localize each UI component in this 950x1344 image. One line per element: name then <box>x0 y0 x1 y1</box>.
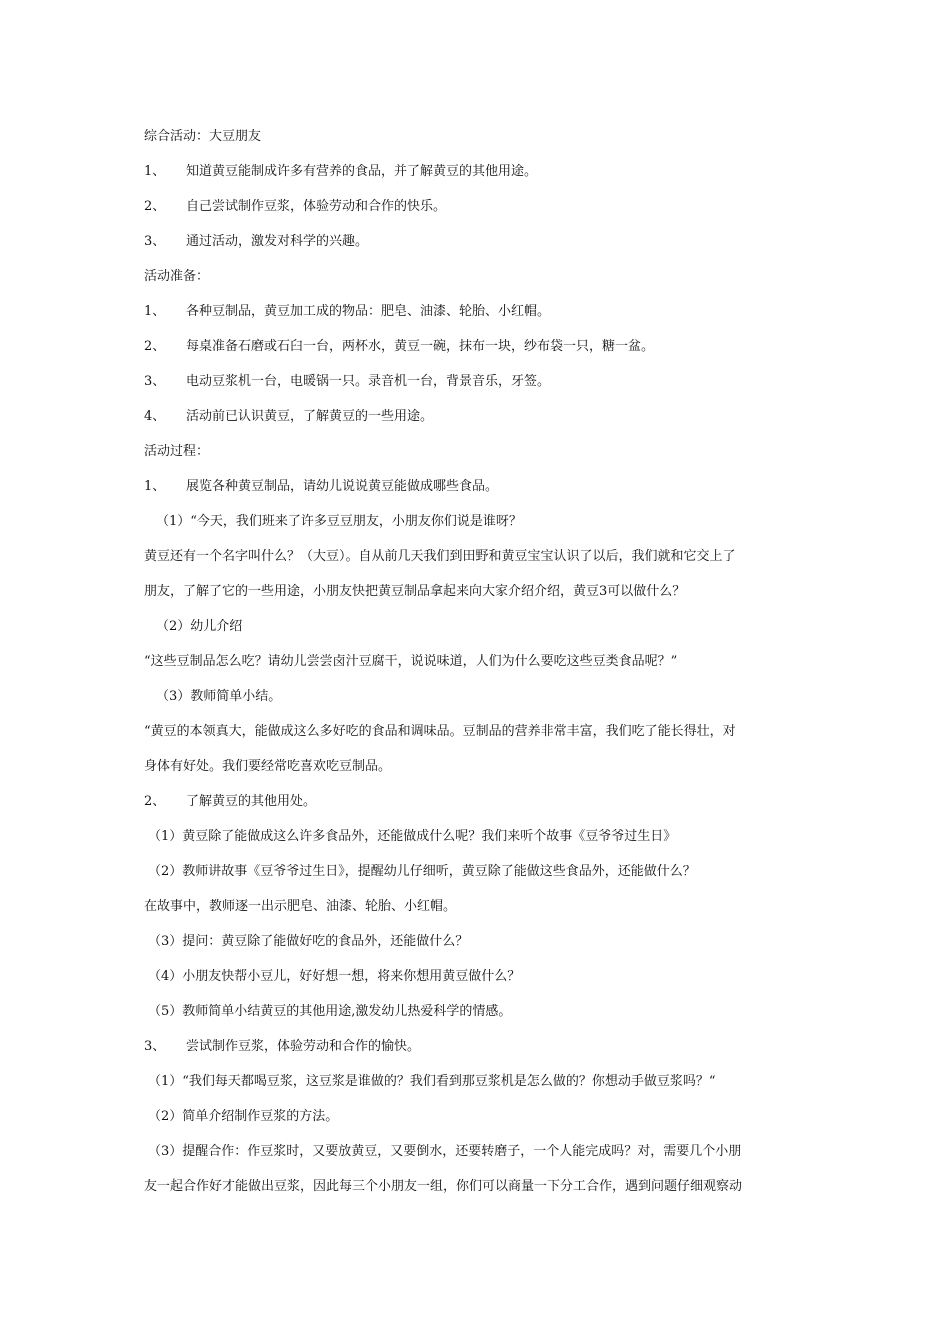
paragraph-line: （1）黄豆除了能做成这么许多食品外，还能做成什么呢？我们来听个故事《豆爷爷过生日》 <box>148 829 677 844</box>
item-number: 3、 <box>144 1039 166 1054</box>
paragraph-line: 在故事中，教师逐一出示肥皂、油漆、轮胎、小红帽。 <box>144 899 457 914</box>
goal-item <box>144 198 446 216</box>
paragraph-line: （3）提问：黄豆除了能做好吃的食品外，还能做什么？ <box>148 934 469 949</box>
item-number: 2、 <box>144 199 166 214</box>
paragraph-line: （5）教师简单小结黄豆的其他用途,激发幼儿热爱科学的情感。 <box>148 1004 512 1019</box>
paragraph-line: 黄豆还有一个名字叫什么？（大豆）。自从前几天我们到田野和黄豆宝宝认识了以后，我们就和它交上了 <box>144 549 736 564</box>
step-heading <box>144 793 316 811</box>
item-text: 尝试制作豆浆，体验劳动和合作的愉快。 <box>186 1039 421 1054</box>
paragraph-line: （3）教师简单小结。 <box>156 689 282 704</box>
item-text: 各种豆制品，黄豆加工成的物品：肥皂、油漆、轮胎、小红帽。 <box>186 304 551 319</box>
goal-item <box>144 233 368 251</box>
paragraph-line: （1）“今天，我们班来了许多豆豆朋友，小朋友你们说是谁呀？ <box>156 514 522 529</box>
item-text: 通过活动，激发对科学的兴趣。 <box>186 234 369 249</box>
item-number: 1、 <box>144 164 166 179</box>
item-number: 1、 <box>144 479 166 494</box>
paragraph-line: “黄豆的本领真大，能做成这么多好吃的食品和调味品。豆制品的营养非常丰富，我们吃了能长得壮，对 <box>144 724 736 739</box>
paragraph-line: （1）“我们每天都喝豆浆，这豆浆是谁做的？我们看到那豆浆机是怎么做的？你想动手做豆浆吗？“ <box>148 1074 716 1089</box>
step-heading <box>144 1038 420 1056</box>
item-number: 3、 <box>144 374 166 389</box>
item-text: 知道黄豆能制成许多有营养的食品，并了解黄豆的其他用途。 <box>186 164 538 179</box>
item-text: 每桌准备石磨或石臼一台，两杯水，黄豆一碗，抹布一块，纱布袋一只，糖一盆。 <box>186 339 655 354</box>
item-text: 自己尝试制作豆浆，体验劳动和合作的快乐。 <box>186 199 447 214</box>
item-text: 了解黄豆的其他用处。 <box>186 794 317 809</box>
paragraph-line: （4）小朋友快帮小豆儿，好好想一想，将来你想用黄豆做什么？ <box>148 969 521 984</box>
prep-item <box>144 303 550 321</box>
paragraph-line: 友一起合作好才能做出豆浆，因此每三个小朋友一组，你们可以商量一下分工合作，遇到问题仔细观察动 <box>144 1179 743 1194</box>
item-text: 电动豆浆机一台，电暖锅一只。录音机一台，背景音乐，牙签。 <box>186 374 551 389</box>
prep-item <box>144 373 550 391</box>
paragraph-line: （3）提醒合作：作豆浆时，又要放黄豆，又要倒水，还要转磨子，一个人能完成吗？对，需要几个小朋 <box>148 1144 742 1159</box>
item-number: 1、 <box>144 304 166 319</box>
item-number: 4、 <box>144 409 166 424</box>
paragraph-line: 朋友，了解了它的一些用途，小朋友快把黄豆制品拿起来向大家介绍介绍，黄豆3可以做什么？ <box>144 584 686 599</box>
paragraph-line: （2）教师讲故事《豆爷爷过生日》，提醒幼儿仔细听，黄豆除了能做这些食品外，还能做什么？ <box>148 864 696 879</box>
doc-title: 综合活动：大豆朋友 <box>144 129 262 144</box>
item-number: 3、 <box>144 234 166 249</box>
prep-item <box>144 338 654 356</box>
paragraph-line: （2）幼儿介绍 <box>156 619 243 634</box>
item-text: 活动前已认识黄豆，了解黄豆的一些用途。 <box>186 409 434 424</box>
step-heading <box>144 478 498 496</box>
goal-item <box>144 163 537 181</box>
item-number: 2、 <box>144 339 166 354</box>
prep-heading: 活动准备： <box>144 269 210 284</box>
paragraph-line: 身体有好处。我们要经常吃喜欢吃豆制品。 <box>144 759 392 774</box>
item-number: 2、 <box>144 794 166 809</box>
process-heading: 活动过程： <box>144 444 210 459</box>
paragraph-line: “这些豆制品怎么吃？请幼儿尝尝卤汁豆腐干，说说味道，人们为什么要吃这些豆类食品呢？” <box>144 654 678 669</box>
paragraph-line: （2）简单介绍制作豆浆的方法。 <box>148 1109 339 1124</box>
prep-item <box>144 408 433 426</box>
item-text: 展览各种黄豆制品，请幼儿说说黄豆能做成哪些食品。 <box>186 479 499 494</box>
